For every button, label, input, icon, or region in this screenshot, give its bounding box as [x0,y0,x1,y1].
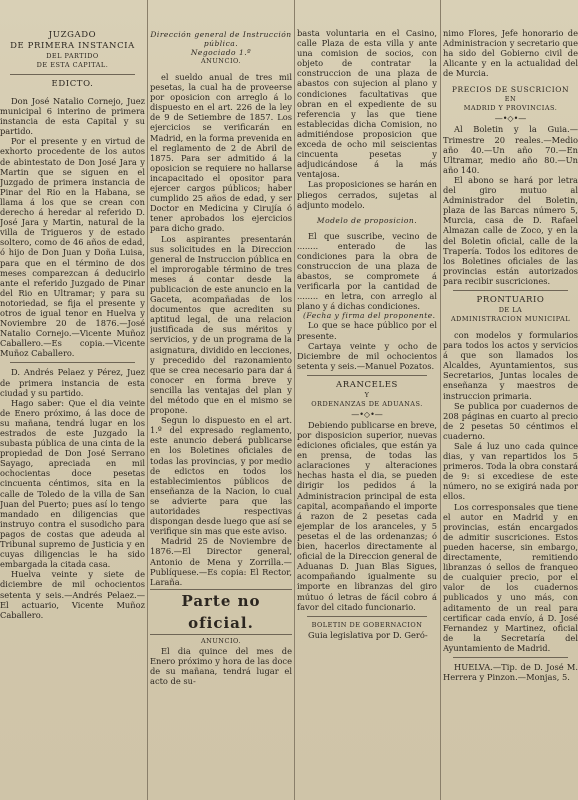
column-rule [294,0,295,800]
imprenta-footer: HUELVA.—Tip. de D. José M. Herrera y Pinzon.—Monjas, 5. [443,661,578,683]
negociado-heading: Negociado 1.º [190,48,252,57]
partido-heading: DEL PARTIDO [46,52,99,60]
prontuario-heading: PRONTUARIO [476,294,545,305]
divider [453,290,568,291]
anuncio-heading-2: ANUNCIO. [200,636,242,645]
fecha-firma-text: (Fecha y firma del proponente. [303,311,436,321]
prontuario-text-1: con modelos y formularios para todos los actos y servicios á que son llamados los Alcaldes, Ayuntamientos, sus Secretarios, Juntas locales de enseñanza y maestros de instruccion primaria. [443,329,578,401]
divider [307,375,427,376]
publico-text: Lo que se hace público por el presente. [297,320,437,341]
edicto-heading: EDICTO. [51,79,94,89]
divider [307,616,427,617]
anuncio-subasta-start: El dia quince del mes de Enero próximo y hora de las doce de su mañana, tendrá lugar el acto de su- [150,645,292,687]
precios-en: EN [504,95,517,104]
ornament: —•◇•— [351,409,383,419]
modelo-heading: Modelo de proposicion. [316,215,418,225]
prontuario-text-2: Se publica por cuadernos de 208 páginas en cuarto al precio de 2 pesetas 50 céntimos el cuaderno. [443,400,578,441]
administracion-heading: ADMINISTRACION MUNICIPAL [450,314,571,323]
divider [10,74,135,75]
boletin-heading: BOLETIN DE GOBERNACION [311,620,423,629]
prontuario-text-4: Los corresponsales que tiene el autor en Madrid y en provincias, están encargados de admitir suscriciones. Estos pueden hacerse, sin embargo, directamente, remitiendo libranzas ó sellos de franqueo de cualquier precio, por el valor de los cuadernos publicados y uno más, con aditamento de un real para certificar cada envío, á D. José Fernandez y Martinez, oficial de la Secretaría del Ayuntamiento de Madrid. [443,501,578,653]
subasta-continued: basta voluntaria en el Casino, calle Plaza de esta villa y ante una comision de socios, con objeto de contratar la construccion de una plaza de abastos con sujecion al plano y condiciones facultativas que obran en el expediente de su referencia y las que tiene establecidas dicha Comision, no admitiéndose proposicion que exceda de ocho mil seiscientas cincuenta pesetas y adjudicándose á la más ventajosa. [297,28,437,180]
prontuario-dela: DE LA [498,305,523,314]
modelo-text: El que suscribe, vecino de ........ enterado de las condiciones para la obra de construccion de una plaza de abastos, se compromete á verificarla por la cantidad de ........ en letra, con arreglo al plano y á dichas condiciones. [297,230,437,312]
column-3 [297,0,437,800]
capital-heading: DE ESTA CAPITAL. [36,61,109,69]
aranceles-text: Debiendo publicarse en breve, por disposicion superior, nuevas ediciones oficiales, que están ya en prensa, de todas las aclaraciones y alteraciones hechas hasta el dia, se pueden dirigir los pedidos á la Administracion principal de esta capital, acompañando el importe á razon de 2 pesetas cada ejemplar de los aranceles, y 5 pesetas el de las ordenanzas; ó bien, hacerlos directamente al oficial de la Direccion general de Aduanas D. Juan Blas Sigues, acompañando igualmente su importe en libranzas del giro mútuo ó letras de fácil cobro á favor del citado funcionario. [297,419,437,612]
column-4 [443,0,578,800]
anuncio-heading: ANUNCIO. [200,57,242,65]
column-rule [440,0,441,800]
instancia-heading: DE PRIMERA INSTANCIA [10,41,135,51]
anuncio-body-1: el sueldo anual de tres mil pesetas, la cual ha de proveerse por oposicion con arreglo á lo dispuesto en el art. 226 de la ley de 9 de Setiembre de 1857. Los ejercicios se verificarán en Madrid, en la forma prevenida en el reglamento de 2 de Abril de 1875. Para ser admitido á la oposicion se requiere no hallarse incapacitado el opositor para ejercer cargos públicos; haber cumplido 25 años de edad, y ser Doctor en Medicina y Cirujía ó tener aprobados los ejercicios para dicho grado. [150,72,292,234]
madrid-heading: MADRID Y PROVINCIAS. [463,104,558,113]
subasta-intro: D. Andrés Pelaez y Pérez, Juez de primera instancia de esta ciudad y su partido. [0,367,145,398]
precios-text: Al Boletin y la Guia.—Trimestre 20 reales.—Medio año 40.—Un año 70.—En Ultramar, medio año 80.—Un año 140. [443,124,578,175]
ordenanzas-heading: ORDENANZAS DE ADUANAS. [311,399,423,408]
cartaya-signature: Cartaya veinte y ocho de Diciembre de mil ochocientos setenta y seis.—Manuel Pozatos. [297,340,437,371]
juzgado-heading: JUZGADO [48,30,97,40]
guia-text: Guia legislativa por D. Geró- [308,629,428,640]
anuncio-body-3: Segun lo dispuesto en el art. 1.º del expresado reglamento, este anuncio deberá publicarse en los Boletines oficiales de todas las provincias, y por medio de edictos en todos los establecimientos públicos de enseñanza de la Nacion, lo cual se advierte para que las autoridades respectivas dispongan desde luego que así se verifique sin mas que este aviso. [150,415,292,537]
guia-continued: nimo Flores, Jefe honorario de Administracion y secretario que ha sido del Gobierno civil de Alicante y en la actualidad del de Murcia. [443,28,578,79]
subasta-signature: Huelva veinte y siete de diciembre de mil ochocientos setenta y seis.—Andrés Pelaez.—El actuario, Vicente Muñoz Caballero. [0,569,145,620]
direccion-heading: Dirección general de Instrucción [150,30,292,39]
column-2 [150,0,292,800]
divider [453,657,568,658]
abono-text: El abono se hará por letra del giro mutuo al Administrador del Boletin, plaza de las Barcas número 5, Murcia, casa de D. Rafael Almazan calle de Zoco, y en la del Boletin oficial, calle de la Trapería. Todos los editores de los Boletines oficiales de las provincias están autorizados para recibir suscriciones. [443,174,578,286]
edicto-body: Por el presente y en virtud de exhorto procedente de los autos de abintestato de Don José Jara y Martin que se siguen en el Juzgado de primera instancia de Pinar del Rio en la Habana, se llama á los que se crean con derecho á heredar al referido D. José Jara y Martin, natural de la villa de Trigueros y de estado soltero, como de 46 años de edad, ó hijo de Don Juan y Doña Luisa, para que en el término de dos meses comparezcan á deducirlo ante el referido Juzgado de Pinar del Rio en Ultramar; y para su notoriedad, se fija el presente y otros de igual tenor en Huelva y Noviembre 20 de 1876.—José Natalio Cornejo.—Vicente Muñoz Caballero.—Es copia.—Vicente Muñoz Caballero. [0,136,145,359]
prontuario-text-3: Sale á luz uno cada quince dias, y van repartidos los 5 primeros. Toda la obra constará de 9: si excediese de este número, no se exigirá nada por ellos. [443,441,578,502]
ornament: —•◇•— [494,114,527,124]
subasta-body: Hago saber: Que el dia veinte de Enero próximo, á las doce de su mañana, tendrá lugar en los estrados de este Juzgado la subasta pública de una cinta de la propiedad de Don José Serrano Sayago, apreciada en mil ochocientas doce pesetas cincuenta céntimos, sita en la calle de Toledo de la villa de San Juan del Puerto; pues así lo tengo mandado en diligencias que instruyo contra el susodicho para pagos de costas que adeuda al Tribunal supremo de Justicia y en cuyas diligencias le ha sido embargada la citada casa. [0,397,145,570]
column-1 [0,0,145,800]
edicto-intro: Don José Natalio Cornejo, Juez municipal 6 interino de primera instancia de esta Capital y su partido. [0,96,145,137]
proposiciones-text: Las proposiciones se harán en pliegos cerrados, sujetas al adjunto modelo. [297,179,437,210]
anuncio-signature: Madrid 25 de Noviembre de 1876.—El Director general, Antonio de Mena y Zorrilla.—Publíquese.—Es copia: El Rector, Laraña. [150,536,292,587]
aranceles-y: Y [364,390,370,399]
aranceles-heading: ARANCELES [336,379,398,390]
divider [10,362,135,363]
publica-heading: pública. [203,39,239,48]
precios-heading: PRECIOS DE SUSCRICION [451,85,570,95]
column-rule [147,0,148,800]
parte-no-oficial-heading: Parte no oficial. [150,589,292,635]
anuncio-body-2: Los aspirantes presentarán sus solicitudes en la Direccion general de Instruccion pública en el improrogable término de tres meses á contar desde la publicacion de este anuncio en la Gaceta, acompañadas de los documentos que acrediten su aptitud legal, de una relacion justificada de sus méritos y servicios, y de un programa de la asignatura, dividido en lecciones, y precedido del razonamiento que se crea necesario para dar á conocer en forma breve y sencilla las ventajas del plan y del método que en el mismo se propone. [150,233,292,416]
